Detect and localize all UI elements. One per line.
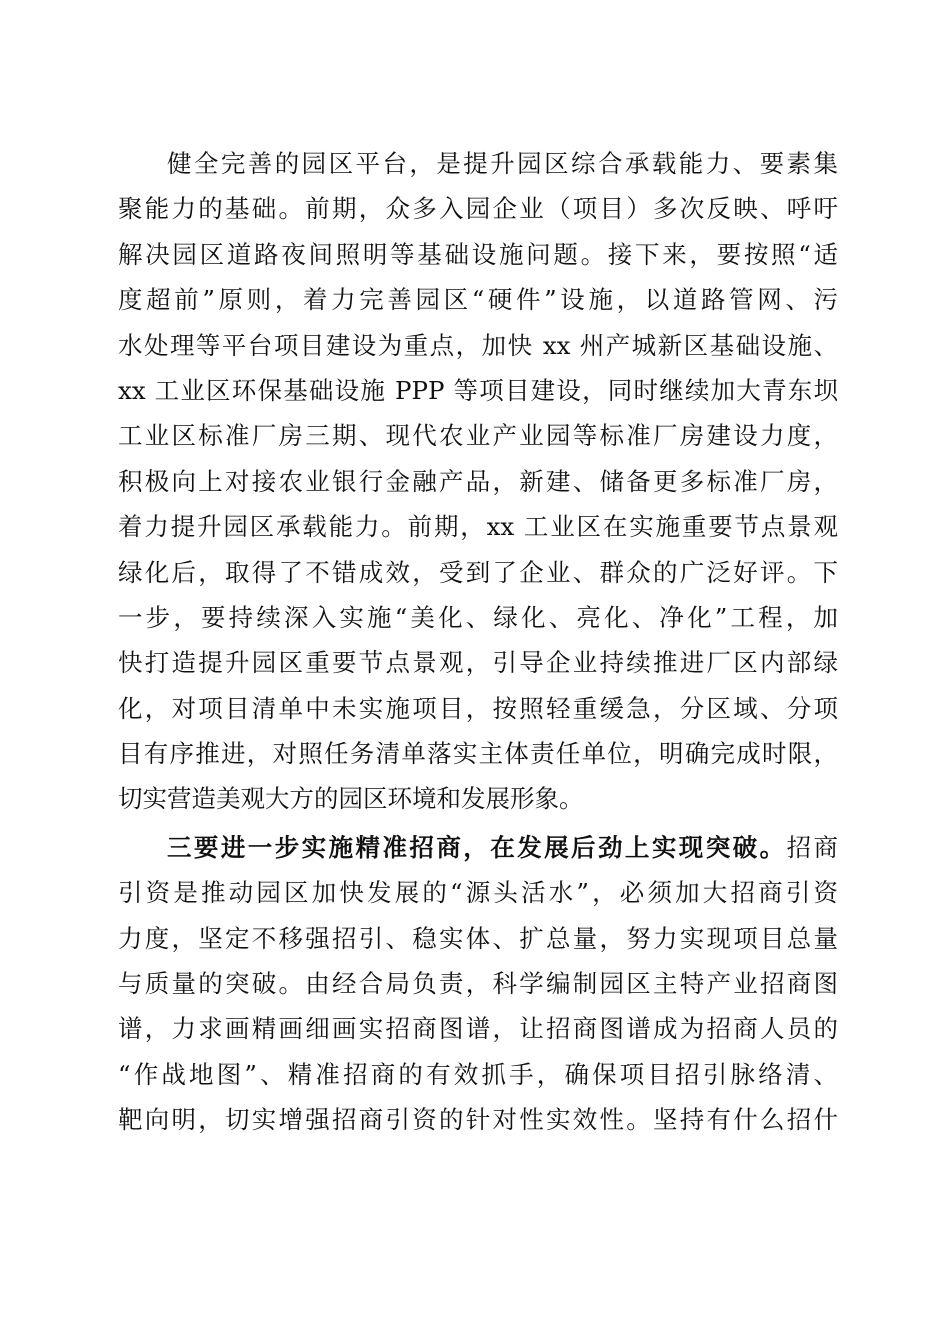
text-line: 谱，力求画精画细画实招商图谱，让招商图谱成为招商人员的	[118, 1014, 838, 1044]
text-line: 快打造提升园区重要节点景观，引导企业持续推进厂区内部绿	[118, 648, 838, 678]
paragraph-infrastructure	[118, 141, 838, 822]
document-body	[118, 141, 838, 1143]
text-line-with-heading	[118, 825, 838, 870]
text-line: “作战地图”、精准招商的有效抓手，确保项目招引脉络清、	[118, 1059, 838, 1089]
lead-line-rest: 招商	[786, 832, 838, 862]
text-line: 目有序推进，对照任务清单落实主体责任单位，明确完成时限，	[118, 739, 838, 769]
text-line: 着力提升园区承载能力。前期，xx 工业区在实施重要节点景观	[118, 512, 838, 542]
text-line: 切实营造美观大方的园区环境和发展形象。	[118, 784, 584, 814]
text-line: 靶向明，切实增强招商引资的针对性实效性。坚持有什么招什	[118, 1105, 838, 1135]
bold-lead-sentence: 三要进一步实施精准招商，在发展后劲上实现突破。	[167, 832, 787, 862]
text-line: 一步，要持续深入实施“美化、绿化、亮化、净化”工程，加	[118, 602, 838, 632]
text-line: 健全完善的园区平台，是提升园区综合承载能力、要素集	[167, 149, 838, 178]
text-line: 聚能力的基础。前期，众多入园企业（项目）多次反映、呼吁	[118, 194, 838, 224]
text-line: 度超前”原则，着力完善园区“硬件”设施，以道路管网、污	[118, 285, 838, 315]
text-line: 化，对项目清单中未实施项目，按照轻重缓急，分区域、分项	[118, 693, 838, 723]
text-line: xx 工业区环保基础设施 PPP 等项目建设，同时继续加大青东坝	[118, 375, 838, 405]
text-line: 引资是推动园区加快发展的“源头活水”，必须加大招商引资	[118, 878, 838, 908]
paragraph-investment	[118, 825, 838, 1143]
text-line: 绿化后，取得了不错成效，受到了企业、群众的广泛好评。下	[118, 557, 838, 587]
text-line: 力度，坚定不移强招引、稳实体、扩总量，努力实现项目总量	[118, 923, 838, 953]
text-line: 与质量的突破。由经合局负责，科学编制园区主特产业招商图	[118, 969, 838, 999]
text-line: 解决园区道路夜间照明等基础设施问题。接下来，要按照“适	[118, 239, 838, 269]
text-line: 水处理等平台项目建设为重点，加快 xx 州产城新区基础设施、	[118, 330, 838, 360]
text-line: 积极向上对接农业银行金融产品，新建、储备更多标准厂房，	[118, 466, 838, 496]
text-line: 工业区标准厂房三期、现代农业产业园等标准厂房建设力度，	[118, 421, 838, 451]
